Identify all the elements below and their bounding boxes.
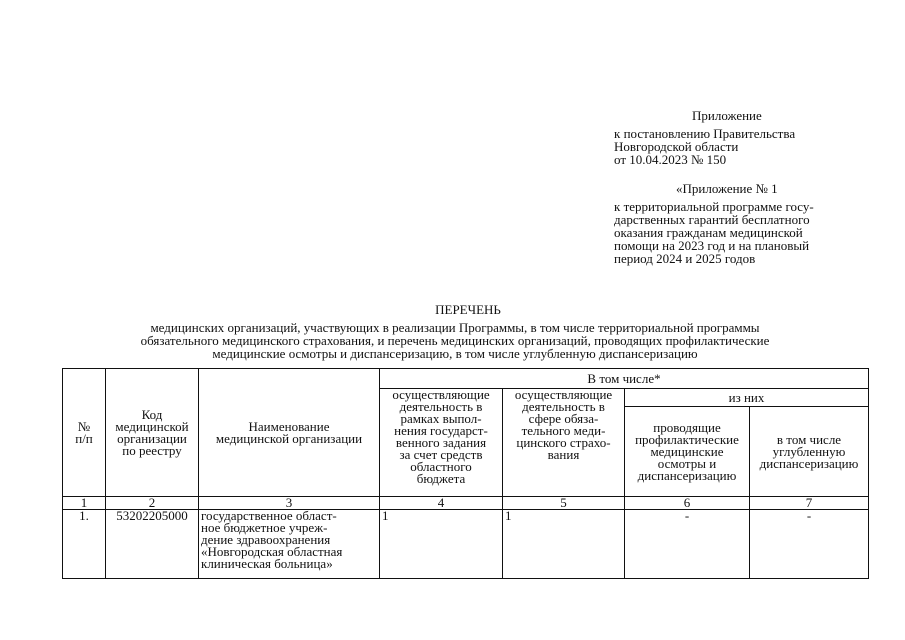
cell-state-assignment: 1 (380, 510, 503, 579)
document-heading (60, 303, 850, 360)
col-number: 7 (750, 497, 869, 510)
col-number: 4 (380, 497, 503, 510)
header-group-including: В том числе* (380, 369, 869, 389)
header-number: № п/п (63, 369, 106, 497)
appendix-line: оказания гражданам медицинской (614, 225, 803, 240)
table-row (63, 510, 869, 579)
header-name: Наименование медицинской организации (199, 369, 380, 497)
header-in-depth-exam: в том числе углубленную диспансеризацию (750, 407, 869, 497)
col-number: 2 (106, 497, 199, 510)
header-oms: осуществляющие деятельность в сфере обяза- тельного меди- цинского страхо- вания (503, 389, 625, 497)
cell-preventive-exams: - (625, 510, 750, 579)
appendix-line: к постановлению Правительства (614, 126, 796, 141)
appendix-line: Новгородской области (614, 139, 739, 154)
appendix-line: от 10.04.2023 № 150 (614, 152, 727, 167)
col-number: 5 (503, 497, 625, 510)
header-code: Код медицинской организации по реестру (106, 369, 199, 497)
heading-line: обязательного медицинского страхования, и перечень медицинских организаций, проводящих профилактические (140, 333, 770, 348)
appendix-line: помощи на 2023 год и на плановый (614, 238, 810, 253)
appendix-title: Приложение (692, 108, 762, 123)
header-preventive-exams: проводящие профилактические медицинские осмотры и диспансеризацию (625, 407, 750, 497)
appendix-line: к территориальной программе госу- (614, 199, 814, 214)
appendix-line: дарственных гарантий бесплатного (614, 212, 810, 227)
cell-in-depth-exam: - (750, 510, 869, 579)
cell-oms: 1 (503, 510, 625, 579)
heading-line: медицинских организаций, участвующих в реализации Программы, в том числе территориальной программы (150, 320, 760, 335)
appendix-title-2: «Приложение № 1 (676, 181, 778, 196)
col-number: 1 (63, 497, 106, 510)
cell-number: 1. (63, 510, 106, 579)
heading-title: ПЕРЕЧЕНЬ (435, 302, 501, 317)
heading-line: медицинские осмотры и диспансеризацию, в том числе углубленную диспансеризацию (212, 346, 698, 361)
header-subgroup: из них (625, 389, 869, 407)
appendix-line: период 2024 и 2025 годов (614, 251, 756, 266)
organizations-table (62, 368, 869, 579)
cell-code: 53202205000 (106, 510, 199, 579)
col-number: 6 (625, 497, 750, 510)
cell-name: государственное област- ное бюджетное учреж- дение здравоохранения «Новгородская областная клиническая больница» (199, 510, 380, 579)
appendix-block (614, 109, 874, 265)
header-state-assignment: осуществляющие деятельность в рамках выпол- нения государст- венного задания за счет средств областного бюджета (380, 389, 503, 497)
col-number: 3 (199, 497, 380, 510)
